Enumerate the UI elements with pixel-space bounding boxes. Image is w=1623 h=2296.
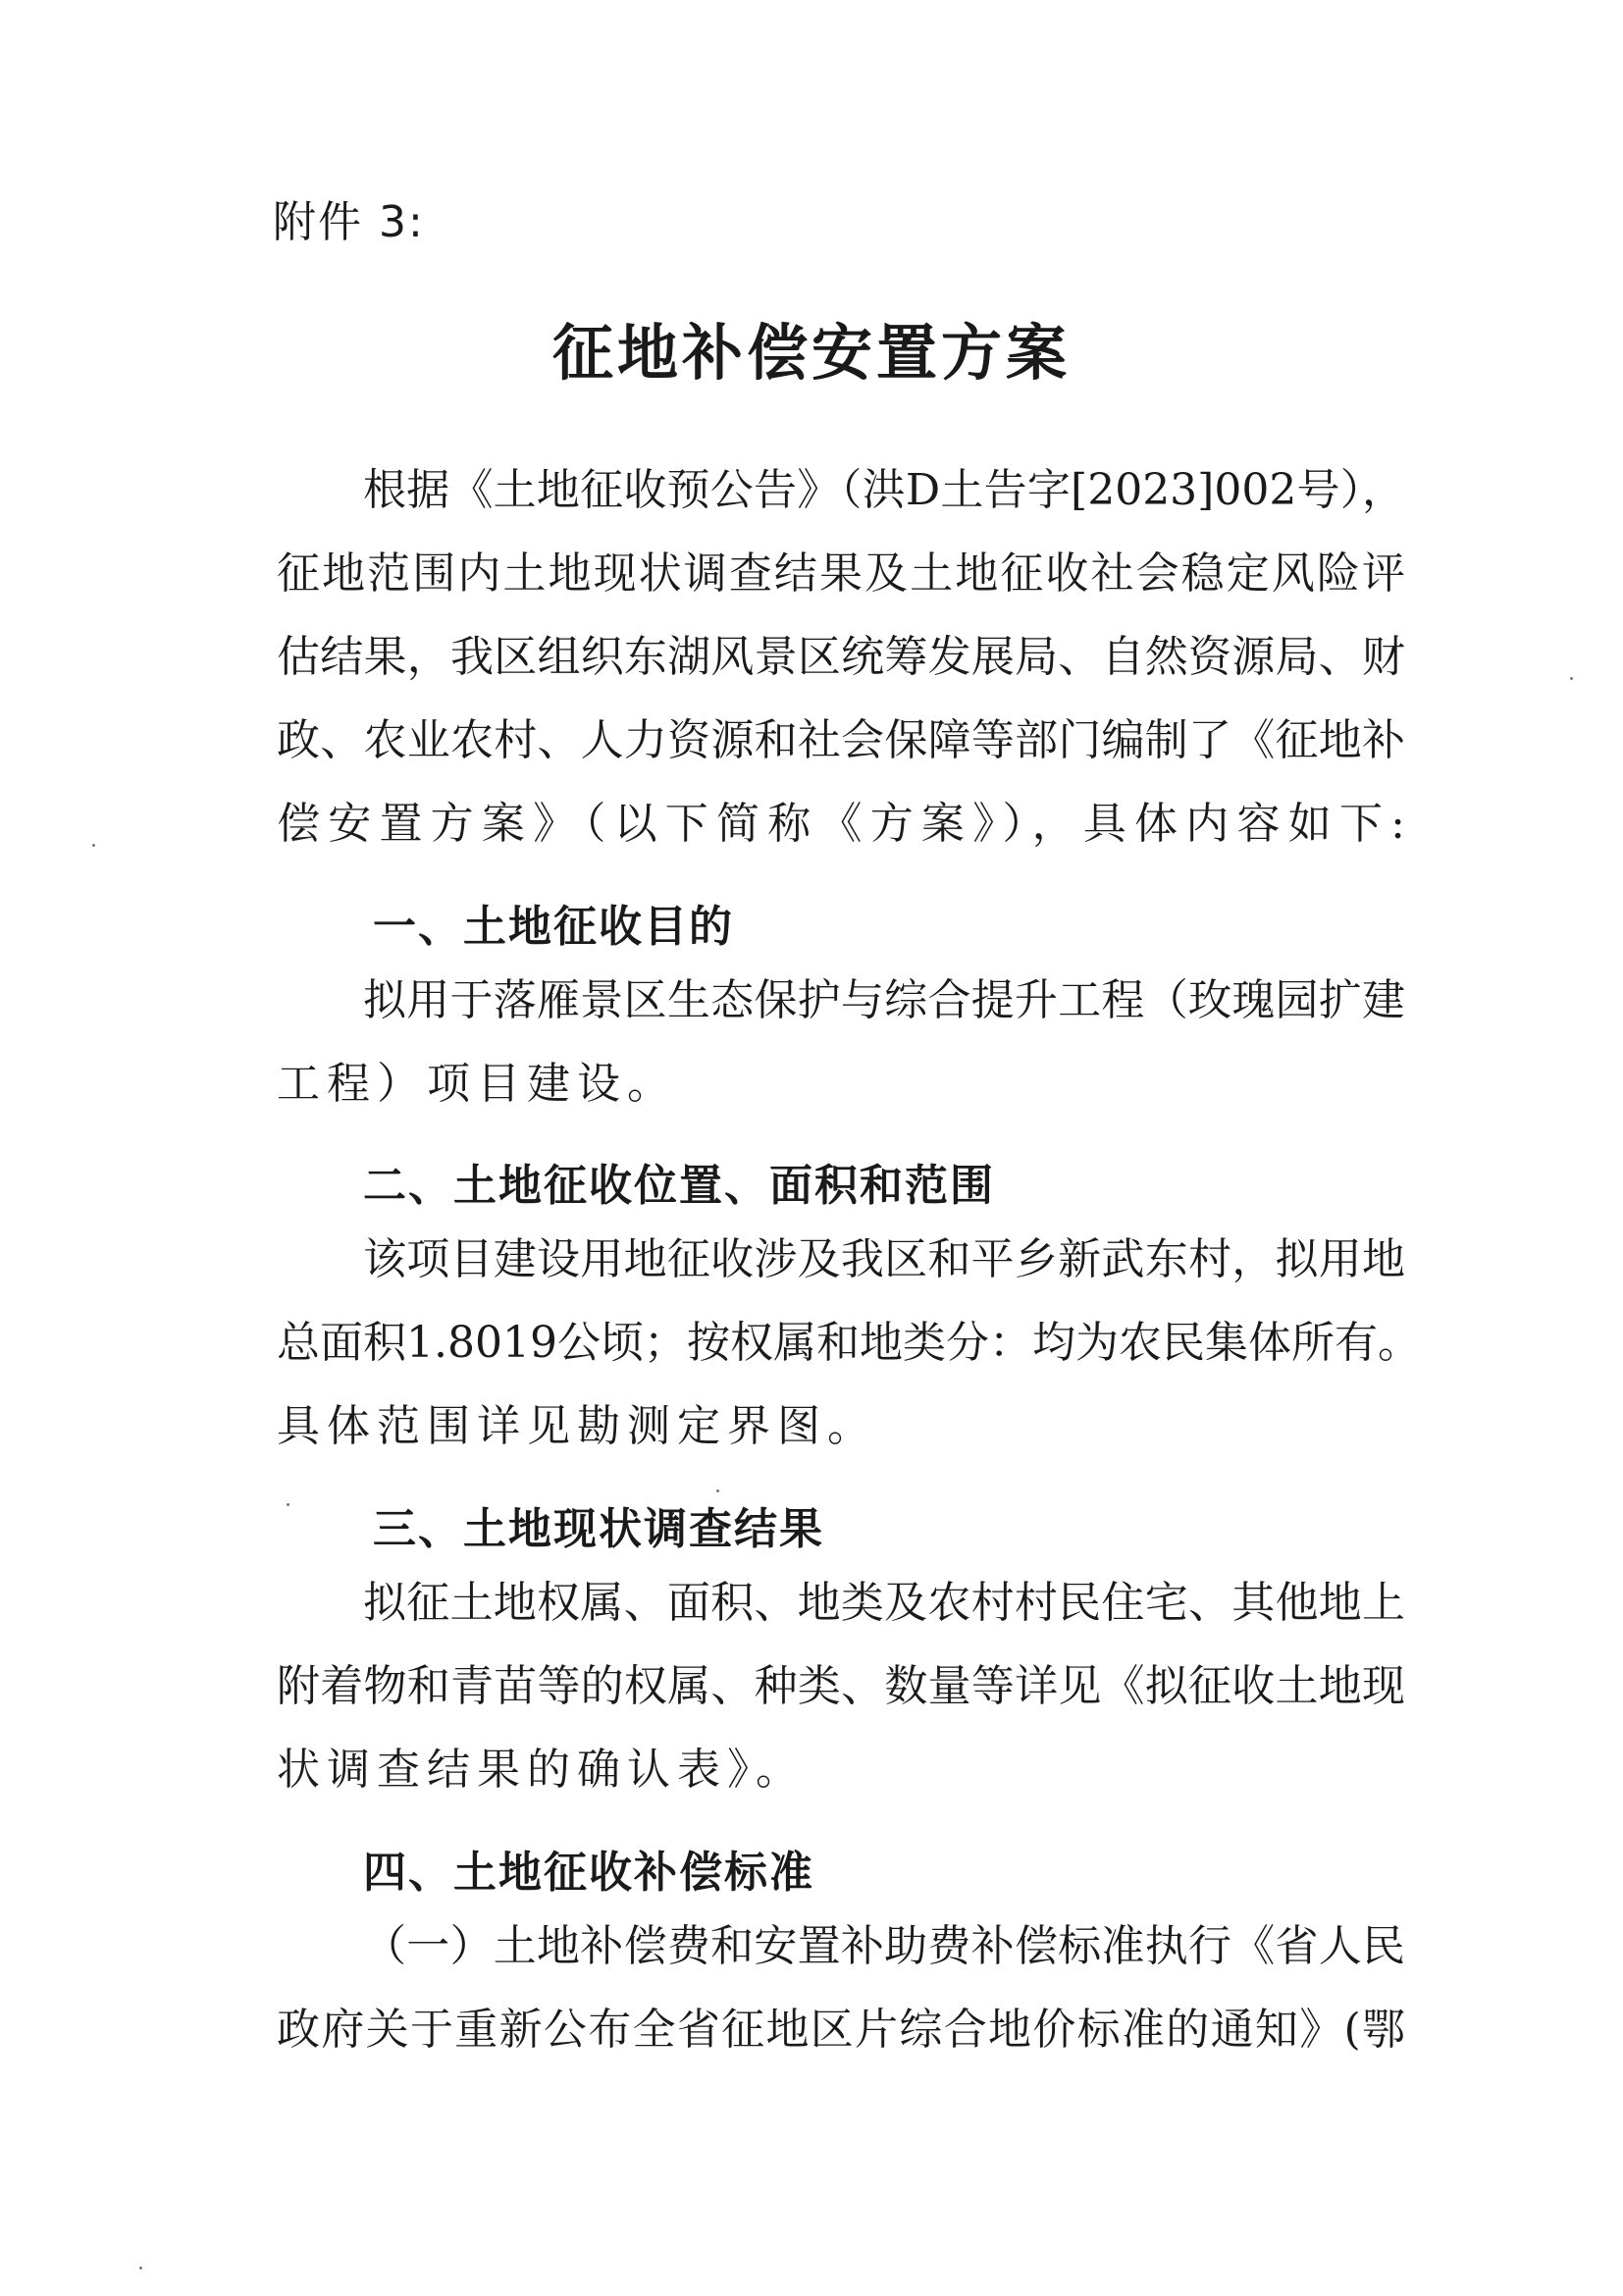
intro-line: 根据《土地征收预公告》（洪D土告字[2023]002号），	[363, 465, 1405, 515]
section-heading: 三、土地现状调查结果	[373, 1504, 824, 1554]
section-heading: 四、土地征收补偿标准	[363, 1848, 814, 1898]
section-line: （一）土地补偿费和安置补助费补偿标准执行《省人民	[363, 1921, 1405, 1971]
section-line: 该项目建设用地征收涉及我区和平乡新武东村，拟用地	[363, 1234, 1405, 1284]
attachment-label: 附件 3:	[273, 197, 425, 247]
document-title: 征地补偿安置方案	[551, 317, 1071, 389]
section-line: 总面积1.8019公顷；按权属和地类分：均为农民集体所有。	[277, 1318, 1421, 1368]
section-line: 拟用于落雁景区生态保护与综合提升工程（玫瑰园扩建	[363, 975, 1405, 1025]
section-line: 具体范围详见勘测定界图。	[277, 1401, 877, 1451]
scan-speck	[1570, 677, 1573, 680]
section-line: 工程）项目建设。	[277, 1059, 677, 1109]
intro-line: 政、农业农村、人力资源和社会保障等部门编制了《征地补	[277, 715, 1405, 765]
intro-line: 征地范围内土地现状调查结果及土地征收社会稳定风险评	[277, 548, 1405, 599]
scan-speck	[92, 844, 95, 847]
section-line: 政府关于重新公布全省征地区片综合地价标准的通知》(鄂	[277, 2005, 1405, 2055]
section-line: 附着物和青苗等的权属、种类、数量等详见《拟征收土地现	[277, 1661, 1405, 1711]
section-line: 状调查结果的确认表》。	[277, 1745, 806, 1795]
intro-line: 偿安置方案》（以下简称《方案》），具体内容如下:	[277, 799, 1405, 849]
scan-speck	[716, 1489, 719, 1492]
scan-speck	[287, 1503, 289, 1506]
intro-line: 估结果，我区组织东湖风景区统筹发展局、自然资源局、财	[277, 632, 1405, 682]
section-heading: 二、土地征收位置、面积和范围	[363, 1161, 995, 1211]
section-heading: 一、土地征收目的	[373, 902, 734, 952]
section-line: 拟征土地权属、面积、地类及农村村民住宅、其他地上	[363, 1578, 1405, 1628]
scan-speck	[139, 2267, 142, 2270]
